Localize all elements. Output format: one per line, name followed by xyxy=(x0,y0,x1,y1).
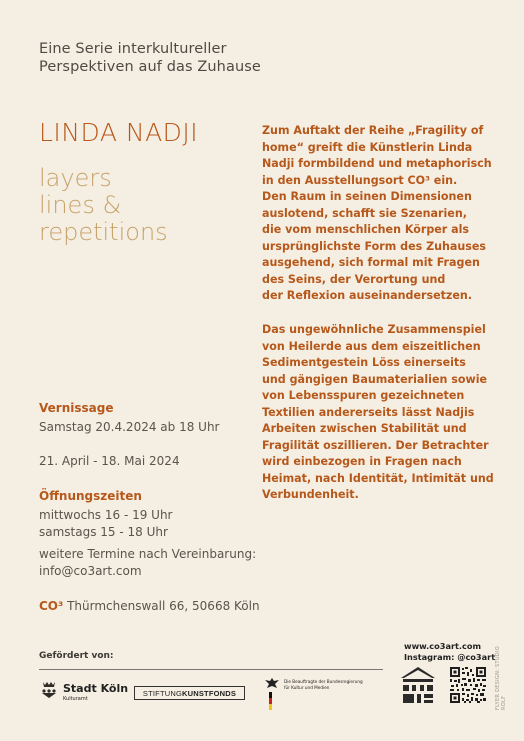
kunstfonds-label: KUNSTFONDS xyxy=(182,689,237,698)
stadt-koeln-sub: Kulturamt xyxy=(63,696,88,702)
series-heading-line2: Perspektiven auf das Zuhause xyxy=(39,59,261,75)
artist-name: LINDA NADJI xyxy=(39,118,199,147)
paragraph-line: und gängigen Baumaterialien sowie xyxy=(262,372,488,386)
bkm-text xyxy=(284,679,363,690)
exhibition-dates: 21. April - 18. Mai 2024 xyxy=(39,454,180,468)
venue-address: Thürmchenswall 66, 50668 Köln xyxy=(67,599,260,613)
venue-address-line xyxy=(39,598,260,615)
paragraph-line: Das ungewöhnliche Zusammenspiel xyxy=(262,323,486,336)
description-paragraph-2 xyxy=(262,322,494,504)
paragraph-line: ausgehend, sich formal mit Fragen xyxy=(262,256,480,269)
appointment-note: weitere Termine nach Vereinbarung: xyxy=(39,547,257,561)
paragraph-line: in den Ausstellungsort CO³ ein. xyxy=(262,173,458,187)
design-credit: FLYER DESIGN: STUDIO ROLF xyxy=(495,646,507,710)
paragraph-line: Verbundenheit. xyxy=(262,488,359,501)
contact-email[interactable]: info@co3art.com xyxy=(39,564,142,578)
paragraph-line: Den Raum in seinen Dimensionen xyxy=(262,190,472,203)
series-heading-line1: Eine Serie interkultureller xyxy=(39,41,227,57)
exhibition-title xyxy=(39,165,168,246)
co3-house-logo xyxy=(400,666,436,704)
federal-eagle-icon xyxy=(265,678,279,691)
paragraph-line: auslotend, schafft sie Szenarien, xyxy=(262,206,467,220)
paragraph-line: Textilien andererseits lässt Nadjis xyxy=(262,405,475,419)
paragraph-line: Fragilität oszillieren. Der Betrachter xyxy=(262,438,489,452)
paragraph-line: Heimat, nach Identität, Intimität und xyxy=(262,471,494,485)
paragraph-line: von Heilerde aus dem eiszeitlichen xyxy=(262,339,481,353)
design-credit-wrap xyxy=(495,640,505,710)
qr-code-icon[interactable] xyxy=(450,667,486,703)
paragraph-line: wird einbezogen in Fragen nach xyxy=(262,455,462,468)
flag-gold xyxy=(269,704,272,710)
series-heading xyxy=(39,40,261,76)
exhibition-title-line1: layers xyxy=(39,164,112,192)
instagram-handle[interactable]: Instagram: @co3art xyxy=(404,652,496,662)
paragraph-line: die vom menschlichen Körper als xyxy=(262,223,470,236)
website-link[interactable]: www.co3art.com xyxy=(404,641,482,651)
stadt-koeln-label: Stadt Köln xyxy=(63,682,129,695)
stiftung-kunstfonds-logo xyxy=(134,686,245,700)
paragraph-line: von Lebensspuren gezeichneten xyxy=(262,389,465,402)
contact-block xyxy=(404,641,495,663)
paragraph-line: des Seins, der Verortung und xyxy=(262,272,446,286)
opening-hours-line1: mittwochs 16 - 19 Uhr xyxy=(39,508,173,522)
paragraph-line: ursprünglichste Form des Zuhauses xyxy=(262,239,487,253)
exhibition-title-line2: lines & xyxy=(39,191,122,219)
coat-of-arms-icon xyxy=(39,681,59,699)
venue-name: CO³ xyxy=(39,599,64,613)
paragraph-line: der Reflexion auseinandersetzen. xyxy=(262,289,473,302)
funded-by-label: Gefördert von: xyxy=(39,651,114,661)
vernissage-text: Samstag 20.4.2024 ab 18 Uhr xyxy=(39,420,220,434)
opening-hours-label: Öffnungszeiten xyxy=(39,489,142,503)
paragraph-line: Zum Auftakt der Reihe „Fragility of xyxy=(262,124,484,137)
footer-divider xyxy=(39,669,383,670)
opening-hours-line2: samstags 15 - 18 Uhr xyxy=(39,525,168,539)
stiftung-label: STIFTUNG xyxy=(142,689,182,698)
exhibition-title-line3: repetitions xyxy=(39,218,168,246)
description-paragraph-1 xyxy=(262,123,494,305)
bkm-text-line2: für Kultur und Medien xyxy=(284,684,330,690)
paragraph-line: home“ greift die Künstlerin Linda xyxy=(262,140,473,154)
vernissage-label: Vernissage xyxy=(39,401,114,415)
paragraph-line: Arbeiten zwischen Stabilität und xyxy=(262,422,467,435)
paragraph-line: Nadji formbildend und metaphorisch xyxy=(262,157,492,170)
bkm-text-line1: Die Beauftragte der Bundesregierung xyxy=(284,679,363,684)
paragraph-line: Sedimentgestein Löss einerseits xyxy=(262,356,466,369)
